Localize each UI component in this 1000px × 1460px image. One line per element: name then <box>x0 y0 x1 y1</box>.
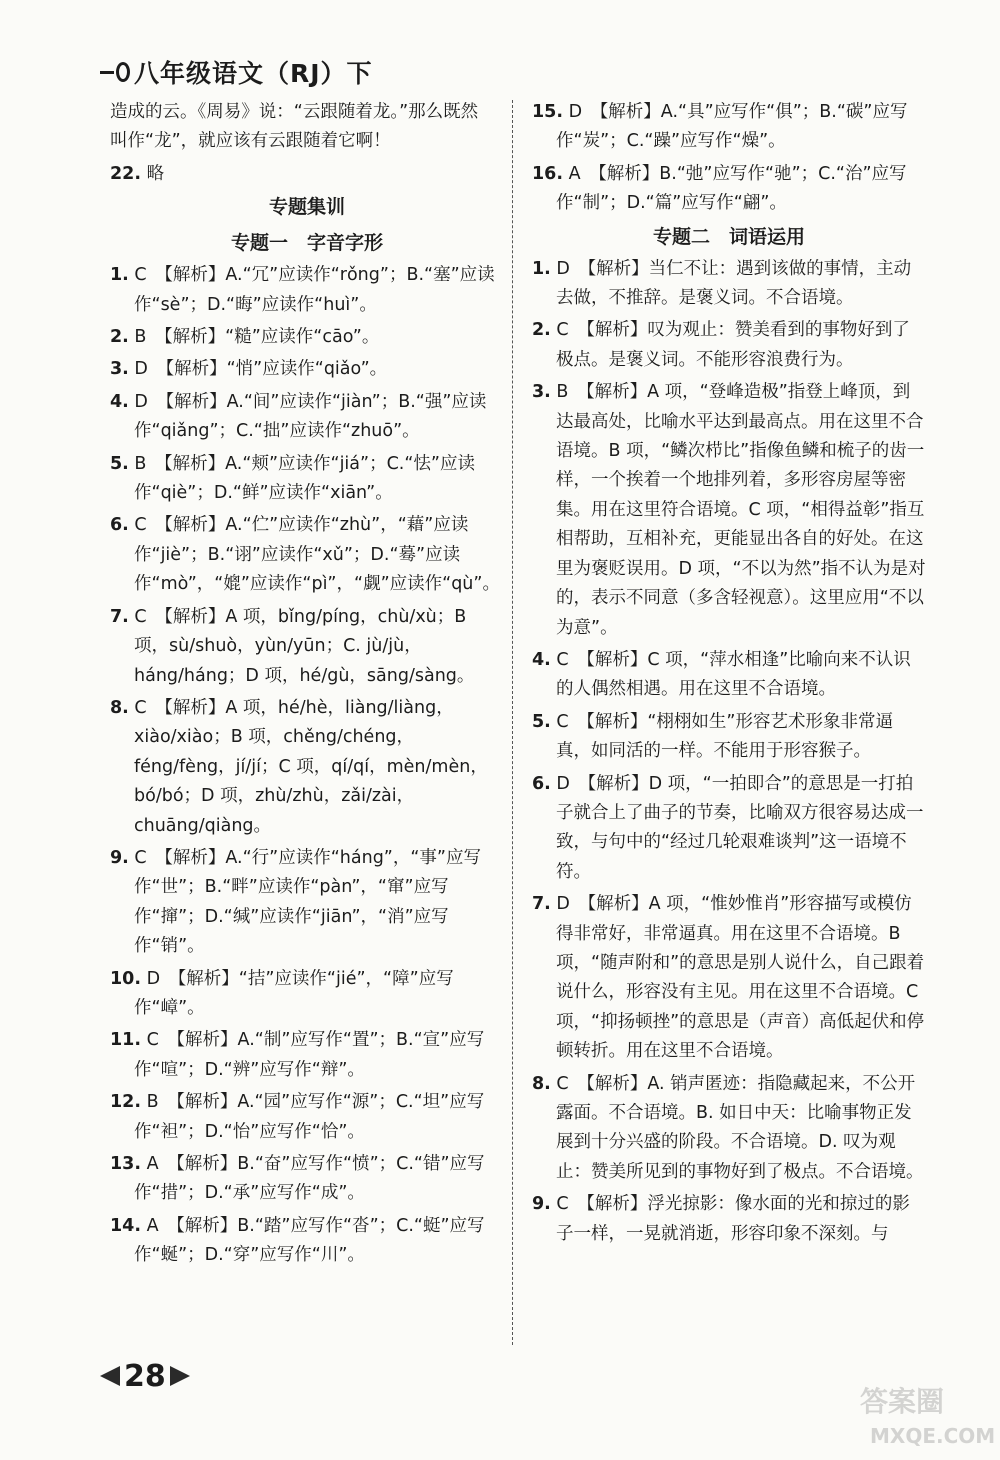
item-number: 6. <box>110 515 129 536</box>
answer-item <box>532 98 926 157</box>
answer-item <box>532 646 926 705</box>
item-text: B 【解析】A.“园”应写作“源”；C.“坦”应写作“袒”；D.“怡”应写作“恰”。 <box>134 1092 485 1142</box>
arrow-right-icon <box>170 1366 190 1386</box>
item-number: 9. <box>532 1194 551 1215</box>
answer-item <box>532 890 926 1066</box>
answer-item <box>110 965 504 1024</box>
item-number: 10. <box>110 968 142 989</box>
item-text: A 【解析】B.“奋”应写作“愤”；C.“错”应写作“措”；D.“承”应写作“成”。 <box>134 1154 485 1204</box>
answer-item <box>110 844 504 962</box>
answer-item <box>110 694 504 841</box>
answer-item <box>532 316 926 375</box>
item-text: C 【解析】“栩栩如生”形容艺术形象非常逼真，如同活的一样。不能用于形容猴子。 <box>550 711 893 762</box>
page-number-text: 28 <box>124 1358 166 1394</box>
item-number: 2. <box>532 320 551 341</box>
item-text: C 【解析】A.“冗”应读作“rǒng”；B.“塞”应读作“sè”；D.“晦”应读作“huì”。 <box>128 265 495 315</box>
answer-item <box>532 708 926 767</box>
item-text: C 【解析】A.“行”应读作“háng”，“事”应写作“世”；B.“畔”应读作“pàn”，“窜”应写作“撺”；D.“缄”应读作“jiān”，“消”应写作“销”。 <box>128 847 481 957</box>
watermark-url: MXQE.COM <box>870 1424 996 1448</box>
answer-item <box>110 388 504 447</box>
item-number: 8. <box>110 697 129 718</box>
item-number: 15. <box>532 102 564 122</box>
item-number: 6. <box>532 773 551 794</box>
right-column <box>532 98 926 1249</box>
item-text: C 【解析】A. 销声匿迹：指隐藏起来，不公开露面。不合语境。B. 如日中天：比喻事物正发展到十分兴盛的阶段。不合语境。D. 叹为观止：赞美所见到的事物好到了极点。不合语境。 <box>550 1073 924 1182</box>
answer-item <box>110 1026 504 1085</box>
item-text: D 【解析】A.“间”应读作“jiàn”；B.“强”应读作“qiǎng”；C.“拙”应读作“zhuō”。 <box>128 391 487 442</box>
item-text: A 【解析】B.“弛”应写作“驰”；C.“治”应写作“制”；D.“篇”应写作“翩”。 <box>556 163 907 214</box>
item-number: 4. <box>532 649 551 670</box>
item-text: B 【解析】“糙”应读作“cāo”。 <box>128 327 380 348</box>
item-number: 1. <box>110 265 129 286</box>
item-text: D 【解析】当仁不让：遇到该做的事情，主动去做，不推辞。是褒义词。不合语境。 <box>550 258 912 309</box>
column-divider <box>512 100 513 1345</box>
running-header <box>100 52 373 92</box>
answer-item <box>110 511 504 599</box>
item-number: 3. <box>532 382 551 403</box>
answer-item <box>110 1212 504 1271</box>
item-text: B 【解析】A 项，“登峰造极”指登上峰顶，到达最高处，比喻水平达到最高点。用在这里不合语境。B 项，“鳞次栉比”指像鱼鳞和梳子的齿一样，一个挨着一个地排列着，多形容房屋等密集。用在这里符合语境。C 项，“相得益彰”指互相帮助，互相补充，更能显出各自的好处。在这里为褒贬误用。D 项，“不以为然”指不认为是对的，表示不同意（多含轻视意）。这里应用“不以为意”。 <box>550 382 926 638</box>
item-text: D 【解析】A.“具”应写作“俱”；B.“碳”应写作“炭”；C.“躁”应写作“燥”。 <box>556 102 908 152</box>
answer-item <box>110 1150 504 1209</box>
item-number: 4. <box>110 391 129 412</box>
answer-item <box>532 378 926 643</box>
answer-item <box>110 603 504 691</box>
answer-item <box>532 255 926 314</box>
page-number <box>100 1352 190 1400</box>
item-text: B 【解析】A.“颊”应读作“jiá”；C.“怯”应读作“qiè”；D.“鲜”应读作“xiān”。 <box>128 453 475 504</box>
series-logo-icon <box>100 62 130 82</box>
answer-item <box>532 1070 926 1188</box>
arrow-left-icon <box>100 1366 120 1386</box>
answer-item <box>532 770 926 888</box>
item-text: C 【解析】A.“制”应写作“置”；B.“宣”应写作“喧”；D.“辨”应写作“辩”。 <box>134 1030 485 1080</box>
item-number: 16. <box>532 163 564 184</box>
answer-item <box>110 261 504 320</box>
continued-line: 造成的云。《周易》说：“云跟随着龙。”那么既然 <box>110 102 479 122</box>
item-number: 12. <box>110 1092 142 1113</box>
answer-item <box>110 1088 504 1147</box>
item-number: 3. <box>110 359 129 380</box>
item-text: A 【解析】B.“踏”应写作“沓”；C.“蜓”应写作“蜒”；D.“穿”应写作“川”。 <box>134 1215 485 1266</box>
answer-item <box>110 450 504 509</box>
item-text: C 【解析】A 项，bǐng/píng，chù/xù；B 项，sù/shuò，yùn/yūn；C. jù/jù，háng/háng；D 项，hé/gù，sāng/sàng。 <box>128 606 475 686</box>
item-number: 11. <box>110 1030 142 1051</box>
watermark: 答案圈 <box>860 1385 945 1418</box>
item-number: 8. <box>532 1073 551 1094</box>
item-text: C 【解析】浮光掠影：像水面的光和掠过的影子一样，一晃就消逝，形容印象不深刻。与 <box>550 1194 910 1244</box>
item-number: 5. <box>532 711 551 732</box>
item-text: 略 <box>141 163 165 184</box>
item-number: 7. <box>110 606 129 627</box>
item-number: 7. <box>532 894 551 915</box>
item-text: C 【解析】A.“伫”应读作“zhù”，“藉”应读作“jiè”；B.“诩”应读作“xǔ”；D.“蓦”应读作“mò”，“媲”应读作“pì”，“觑”应读作“qù”。 <box>128 515 500 595</box>
item-number: 14. <box>110 1215 142 1236</box>
section-title: 专题集训 <box>268 196 345 219</box>
header-title: 八年级语文（RJ）下 <box>134 59 373 88</box>
topic-title: 专题一 字音字形 <box>230 232 383 255</box>
left-column <box>110 98 504 1271</box>
item-text: D 【解析】“拮”应读作“jié”，“障”应写作“嶂”。 <box>134 968 454 1018</box>
item-number: 1. <box>532 258 551 279</box>
answer-item <box>110 355 504 384</box>
answer-item <box>532 1190 926 1249</box>
item-text: C 【解析】A 项，hé/hè，liàng/liàng，xiào/xiào；B 项，chěng/chéng，féng/fèng，jí/jí；C 项，qí/qí，mèn/mèn，bó/bó；D 项，zhù/zhù，zǎi/zài，chuāng/qiàng。 <box>128 697 488 836</box>
item-number: 13. <box>110 1154 142 1174</box>
item-number: 5. <box>110 453 129 474</box>
answer-item <box>532 160 926 219</box>
answer-item <box>110 323 504 352</box>
item-text: D 【解析】“悄”应读作“qiǎo”。 <box>128 359 388 380</box>
item-text: C 【解析】C 项，“萍水相逢”比喻向来不认识的人偶然相遇。用在这里不合语境。 <box>550 649 911 700</box>
item-number: 2. <box>110 327 129 348</box>
item-number: 9. <box>110 847 129 868</box>
topic-title: 专题二 词语运用 <box>652 225 805 248</box>
item-text: D 【解析】D 项，“一拍即合”的意思是一打拍子就合上了曲子的节奏，比喻双方很容易达成一致，与句中的“经过几轮艰难谈判”这一语境不符。 <box>550 773 924 882</box>
item-number: 22. <box>110 163 142 184</box>
item-text: C 【解析】叹为观止：赞美看到的事物好到了极点。是褒义词。不能形容浪费行为。 <box>550 320 910 370</box>
item-text: D 【解析】A 项，“惟妙惟肖”形容描写或模仿得非常好，非常逼真。用在这里不合语境。B 项，“随声附和”的意思是别人说什么，自己跟着说什么，形容没有主见。用在这里不合语境。C 项，“抑扬顿挫”的意思是（声音）高低起伏和停顿转折。用在这里不合语境。 <box>550 894 925 1062</box>
answer-item <box>110 160 504 189</box>
continued-line: 叫作“龙”，就应该有云跟随着它啊！ <box>110 131 391 152</box>
